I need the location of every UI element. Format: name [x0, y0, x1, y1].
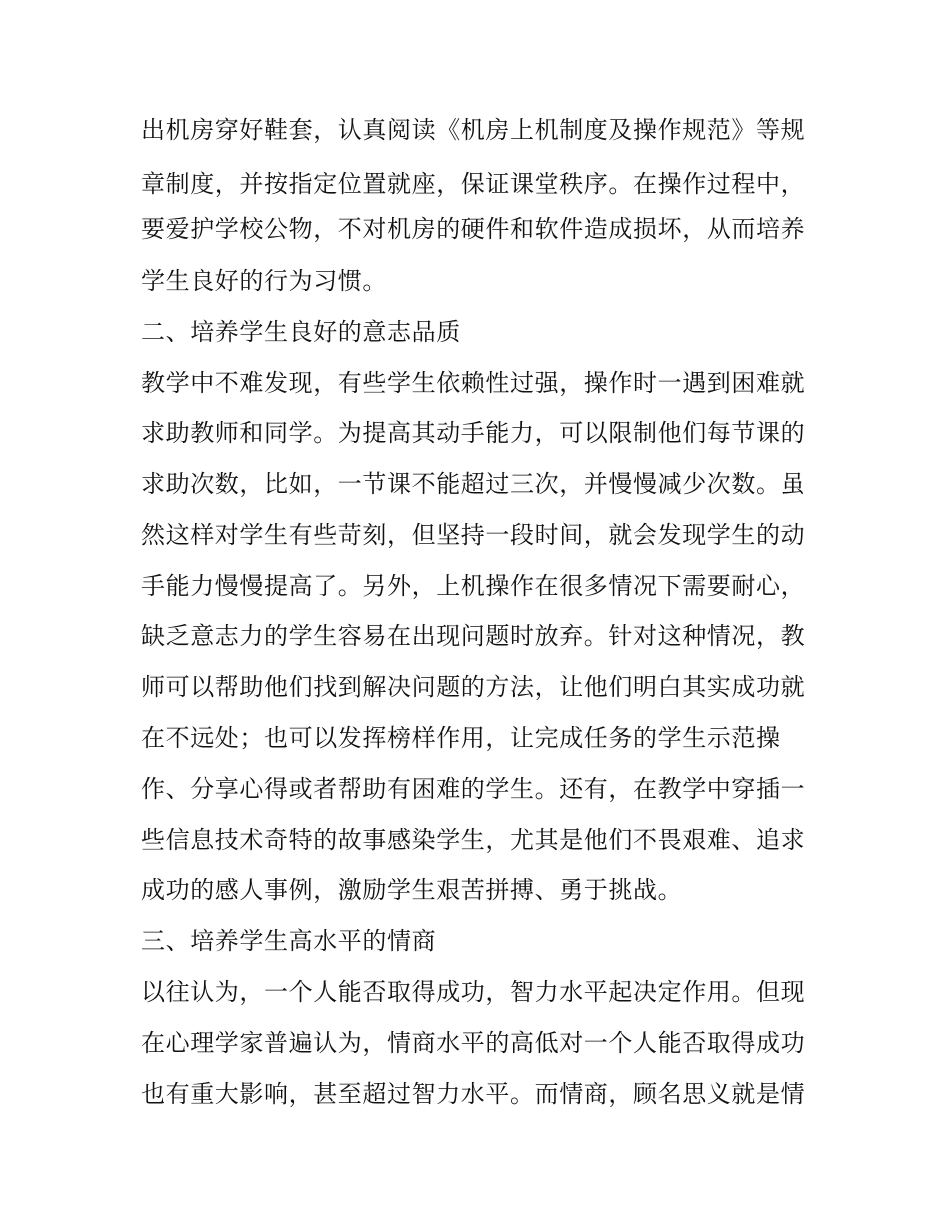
- text-line: 师可以帮助他们找到解决问题的方法，让他们明白其实成功就: [141, 673, 806, 701]
- text-line: 求助教师和同学。为提高其动手能力，可以限制他们每节课的: [141, 419, 806, 447]
- text-line: 然这样对学生有些苛刻，但坚持一段时间，就会发现学生的动: [141, 521, 806, 549]
- text-line: 也有重大影响，甚至超过智力水平。而情商，顾名思义就是情: [141, 1080, 806, 1108]
- text-line: 以往认为，一个人能否取得成功，智力水平起决定作用。但现: [141, 978, 806, 1006]
- text-line: 求助次数，比如，一节课不能超过三次，并慢慢减少次数。虽: [141, 470, 806, 498]
- text-line: 出机房穿好鞋套，认真阅读《机房上机制度及操作规范》等规: [141, 116, 806, 144]
- section-heading: 二、培养学生良好的意志品质: [141, 318, 461, 346]
- text-line: 些信息技术奇特的故事感染学生，尤其是他们不畏艰难、追求: [141, 826, 806, 854]
- text-line: 教学中不难发现，有些学生依赖性过强，操作时一遇到困难就: [141, 369, 806, 397]
- text-line: 在心理学家普遍认为，情商水平的高低对一个人能否取得成功: [141, 1029, 806, 1057]
- text-line: 要爱护学校公物，不对机房的硬件和软件造成损坏，从而培养: [141, 215, 806, 243]
- text-line: 成功的感人事例，激励学生艰苦拼搏、勇于挑战。: [141, 876, 683, 904]
- text-line: 手能力慢慢提高了。另外，上机操作在很多情况下需要耐心，: [141, 572, 806, 600]
- text-line: 学生良好的行为习惯。: [141, 267, 387, 295]
- text-line: 缺乏意志力的学生容易在出现问题时放弃。针对这种情况，教: [141, 622, 806, 650]
- text-line: 在不远处；也可以发挥榜样作用，让完成任务的学生示范操: [141, 724, 781, 752]
- text-line: 作、分享心得或者帮助有困难的学生。还有，在教学中穿插一: [141, 775, 806, 803]
- section-heading: 三、培养学生高水平的情商: [141, 927, 437, 955]
- text-line: 章制度，并按指定位置就座，保证课堂秩序。在操作过程中，: [141, 170, 806, 198]
